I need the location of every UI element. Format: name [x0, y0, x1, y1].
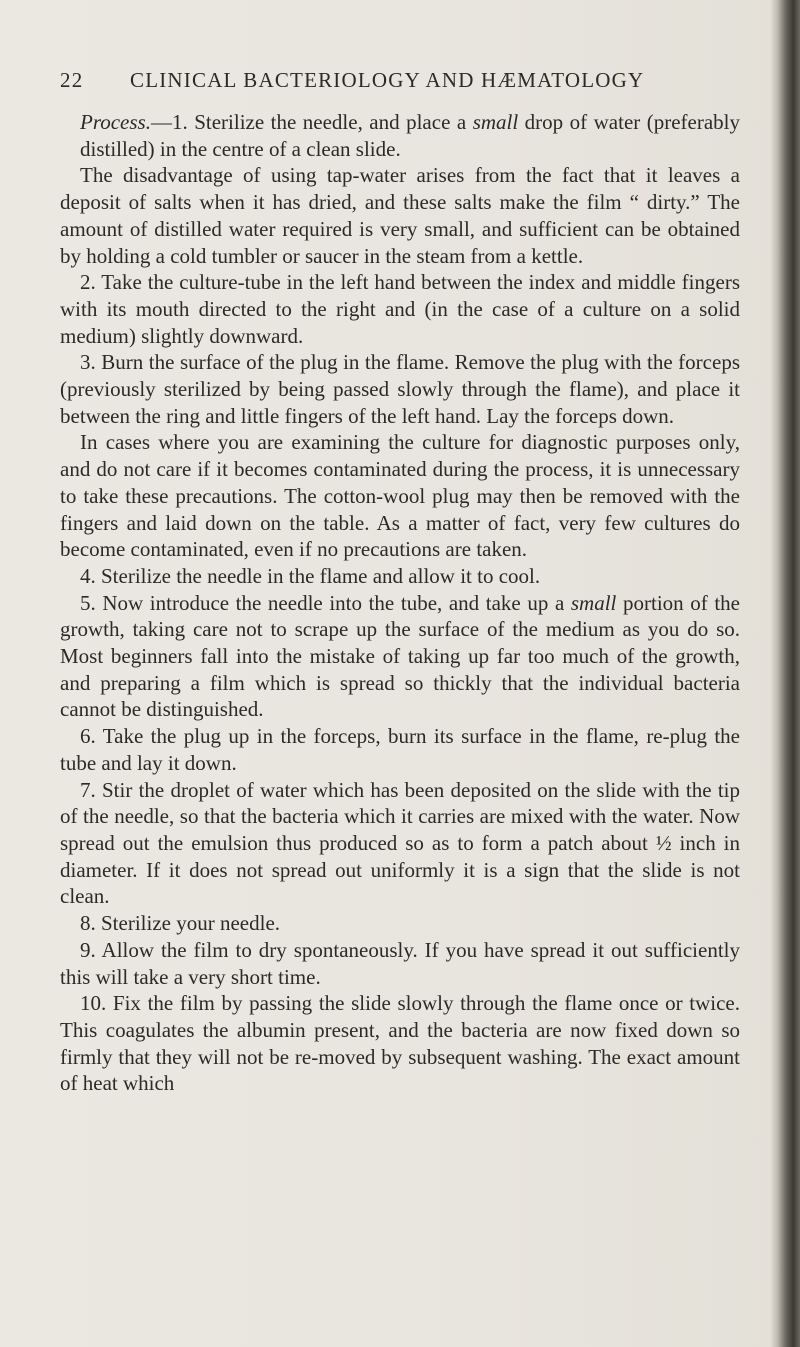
- paragraph-step-4: 4. Sterilize the needle in the flame and allow it to cool.: [80, 563, 541, 588]
- paragraph-text: drop of water (preferably distilled) in the centre of a clean slide.: [80, 110, 741, 161]
- process-label: Process.: [80, 110, 151, 134]
- paragraph-step-10: 10. Fix the film by passing the slide slowly through the flame once or twice. This coagulates the albumin present, and the bacteria are now fixed down so firmly that they will not be re-moved by subsequent washing. The exact amount of heat which: [60, 991, 740, 1096]
- paragraph-step-2: 2. Take the culture-tube in the left hand between the index and middle fingers with its mouth directed to the right and (in the case of a culture on a solid medium) slightly downward.: [60, 270, 740, 348]
- paragraph-step-7: 7. Stir the droplet of water which has been deposited on the slide with the tip of the needle, so that the bacteria which it carries are mixed with the water. Now spread out the emulsion thus produced so as to form a patch about ½ inch in diameter. If it does not spread out uniformly it is a sign that the slide is not clean.: [60, 777, 740, 909]
- body-text: [60, 109, 740, 1097]
- paragraph-step-8: 8. Sterilize your needle.: [80, 911, 281, 936]
- running-title: CLINICAL BACTERIOLOGY AND HÆMATOLOGY: [130, 68, 645, 92]
- paragraph-text: portion of the growth, taking care not to scrape up the surface of the medium as you do so. Most beginners fall into the mistake of taking up far too much of the growth, and preparing a film which is spread so thickly that the individual bacteria cannot be distinguished.: [60, 590, 740, 722]
- paragraph-tap-water-note: The disadvantage of using tap-water arises from the fact that it leaves a deposit of salts when it has dried, and these salts make the film “ dirty.” The amount of distilled water required is very small, and sufficient can be obtained by holding a cold tumbler or saucer in the steam from a kettle.: [60, 163, 740, 268]
- running-head: [60, 68, 750, 98]
- paragraph-process-step-1: [60, 109, 740, 162]
- paragraph-step-3: 3. Burn the surface of the plug in the flame. Remove the plug with the forceps (previously sterilized by being passed slowly through the flame), and place it between the ring and little fingers of the left hand. Lay the forceps down.: [60, 350, 740, 428]
- book-spine: [778, 0, 800, 1347]
- paragraph-text: 5. Now introduce the needle into the tube, and take up a: [80, 590, 571, 615]
- paragraph-step-5: [60, 590, 740, 724]
- emphasis-small: small: [472, 110, 519, 134]
- emphasis-small: small: [570, 590, 617, 615]
- page-number: 22: [60, 68, 84, 92]
- paragraph-step-6: 6. Take the plug up in the forceps, burn its surface in the flame, re-plug the tube and lay it down.: [60, 724, 740, 775]
- paragraph-diagnostic-note: In cases where you are examining the culture for diagnostic purposes only, and do not care if it becomes contaminated during the process, it is unnecessary to take these precautions. The cotton-wool plug may then be removed with the fingers and laid down on the table. As a matter of fact, very few cultures do become contaminated, even if no precautions are taken.: [60, 430, 740, 562]
- paragraph-step-9: 9. Allow the film to dry spontaneously. If you have spread it out sufficiently this will take a very short time.: [60, 937, 740, 989]
- paragraph-text: —1. Sterilize the needle, and place a: [150, 110, 473, 134]
- page-gutter-shadow: [770, 0, 778, 1347]
